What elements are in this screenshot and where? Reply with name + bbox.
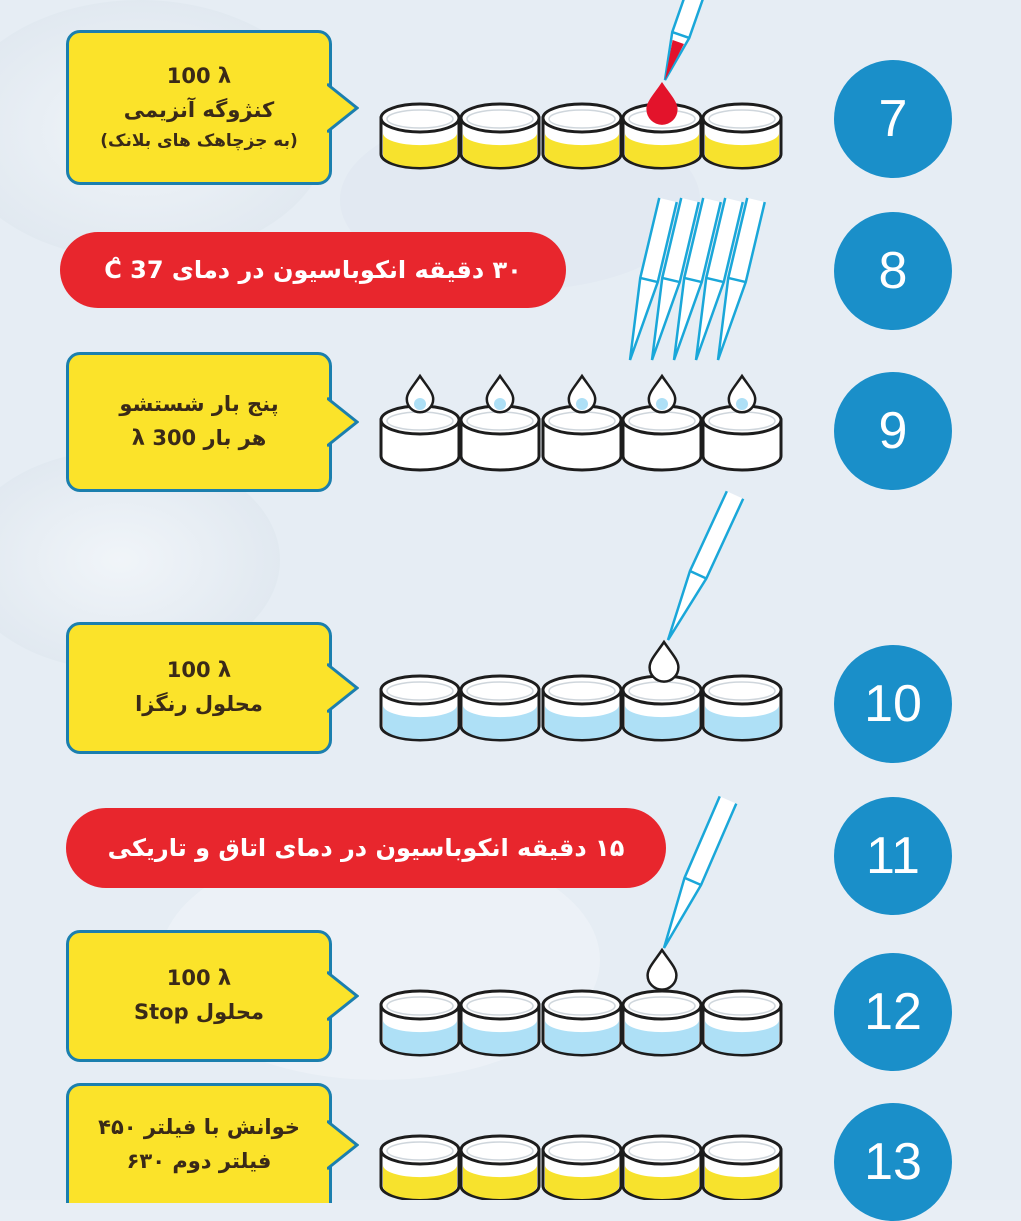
step-7-line-3: (به جزچاهک های بلانک): [100, 130, 298, 151]
well: [623, 1136, 701, 1200]
step-12-line-2: محلول Stop: [133, 1000, 265, 1024]
drop-highlight: [414, 398, 426, 410]
well: [623, 676, 701, 740]
well: [703, 1136, 781, 1200]
well: [461, 406, 539, 470]
drop-highlight: [736, 398, 748, 410]
step-number-9: 9: [834, 372, 952, 490]
step-9-line-1: پنج بار شستشو: [119, 392, 279, 417]
step-10-well-strip: [381, 676, 781, 740]
well: [703, 104, 781, 168]
step-9-well-strip: [381, 406, 781, 470]
well: [623, 991, 701, 1055]
step-12-pipette: [664, 796, 736, 948]
step-number-7: 7: [834, 60, 952, 178]
step-13-line-1: خوانش با فیلتر ۴۵۰: [98, 1114, 300, 1139]
step-number-13: 13: [834, 1103, 952, 1221]
well: [381, 104, 459, 168]
step-12-line-1: 100 λ: [166, 966, 232, 991]
step-7-line-1: 100 λ: [166, 64, 232, 89]
well: [381, 676, 459, 740]
well: [543, 991, 621, 1055]
well: [623, 406, 701, 470]
drop-highlight: [656, 398, 668, 410]
step-7-pipette: [665, 0, 708, 80]
well: [543, 1136, 621, 1200]
well: [703, 676, 781, 740]
step-13-line-2: فیلتر دوم ۶۳۰: [126, 1148, 272, 1173]
well: [703, 991, 781, 1055]
well: [543, 104, 621, 168]
step-7-line-2: کنژوگه آنزیمی: [123, 97, 275, 122]
step-13-well-strip: [381, 1136, 781, 1200]
step-7-red-drop: [646, 82, 677, 125]
step-8-multichannel-pipette: [630, 198, 765, 360]
step-number-8: 8: [834, 212, 952, 330]
drop-highlight: [494, 398, 506, 410]
step-10-drop: [650, 642, 679, 682]
well: [461, 676, 539, 740]
well: [703, 406, 781, 470]
step-10-pipette: [668, 491, 743, 640]
step-12-well-strip: [381, 991, 781, 1055]
well: [461, 104, 539, 168]
step-11-incubation-text: ۱۵ دقیقه انکوباسیون در دمای اتاق و تاریکی: [107, 834, 625, 862]
well: [461, 991, 539, 1055]
step-8-incubation-text: ۳۰ دقیقه انکوباسیون در دمای 37 ̊C: [104, 256, 522, 284]
step-7-well-strip: [381, 104, 781, 168]
drop-highlight: [576, 398, 588, 410]
well: [381, 406, 459, 470]
step-10-line-1: 100 λ: [166, 658, 232, 683]
step-number-11: 11: [834, 797, 952, 915]
step-10-line-2: محلول رنگزا: [135, 692, 263, 716]
step-12-drop: [648, 950, 677, 990]
well: [381, 1136, 459, 1200]
well: [461, 1136, 539, 1200]
step-number-12: 12: [834, 953, 952, 1071]
well: [543, 676, 621, 740]
well: [381, 991, 459, 1055]
step-number-10: 10: [834, 645, 952, 763]
well: [543, 406, 621, 470]
step-9-line-2: هر بار 300 λ: [131, 426, 267, 450]
